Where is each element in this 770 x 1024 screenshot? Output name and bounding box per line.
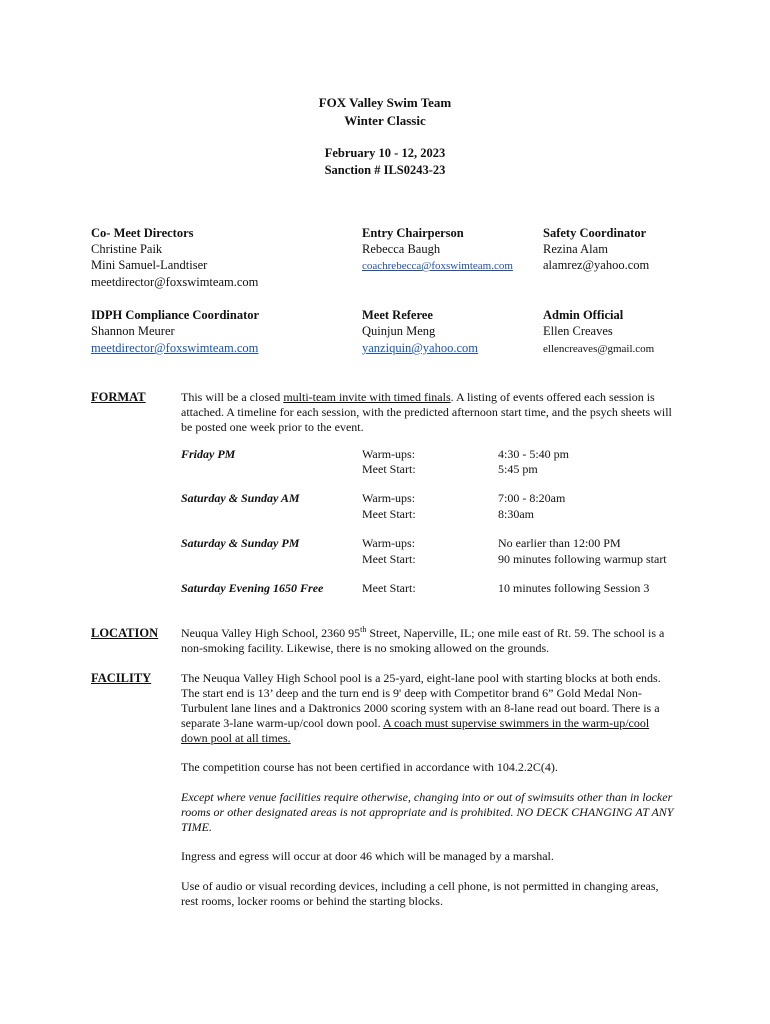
safety-coordinator-heading: Safety Coordinator <box>543 226 647 240</box>
session-value: 90 minutes following warmup start <box>498 552 667 566</box>
meet-directors-heading: Co- Meet Directors <box>91 226 194 240</box>
idph-email-link[interactable]: meetdirector@foxswimteam.com <box>91 341 259 355</box>
safety-coordinator-email: alamrez@yahoo.com <box>543 258 650 272</box>
session-label: Warm-ups: <box>362 491 416 505</box>
session-label: Warm-ups: <box>362 447 416 461</box>
location-text-end: Street, Naperville, IL; one mile east of Rt. 59. The school is a non-smoking facility. Likewise, there is no smoking allowed on the grounds. <box>181 626 665 655</box>
facility-paragraph-4: Ingress and egress will occur at door 46 which will be managed by a marshal. <box>181 849 554 863</box>
meet-referee-email-link[interactable]: yanziquin@yahoo.com <box>362 341 478 355</box>
meet-subtitle: Winter Classic <box>344 113 426 128</box>
facility-heading: FACILITY <box>91 671 152 685</box>
session-value: 7:00 - 8:20am <box>498 491 566 505</box>
format-text-start: This will be a closed <box>181 390 284 404</box>
facility-text: The Neuqua Valley High School pool is a 25-yard, eight-lane pool with starting blocks at both ends. The start end is 13’ deep and the turn end is 9' deep with Competitor brand 6” Gold Medal Non-Turbulent lane lines and a Daktronics 2000 scoring system with an 8-lane read out board. There is a separate 3-lane warm-up/cool down pool. <box>181 671 661 730</box>
sanction-number: Sanction # ILS0243-23 <box>324 163 446 177</box>
session-value: 4:30 - 5:40 pm <box>498 447 569 461</box>
admin-official-name: Ellen Creaves <box>543 324 613 338</box>
format-text-underlined: multi-team invite with timed finals <box>283 390 451 404</box>
admin-official-email: ellencreaves@gmail.com <box>543 343 655 355</box>
location-superscript: th <box>360 625 367 634</box>
session-label: Meet Start: <box>362 552 416 566</box>
entry-chair-heading: Entry Chairperson <box>362 226 464 240</box>
format-paragraph <box>181 390 676 435</box>
session-value: 8:30am <box>498 507 534 521</box>
meet-referee-name: Quinjun Meng <box>362 324 436 338</box>
session-name: Saturday & Sunday PM <box>181 536 300 550</box>
session-value: No earlier than 12:00 PM <box>498 536 621 550</box>
meet-title: FOX Valley Swim Team <box>318 95 452 110</box>
admin-official-heading: Admin Official <box>543 308 624 322</box>
facility-supervision-note: A coach must supervise swimmers in the warm-up/cool down pool at all times. <box>181 716 650 745</box>
facility-paragraph-5: Use of audio or visual recording devices, including a cell phone, is not permitted in changing areas, rest rooms, locker rooms or behind the starting blocks. <box>181 879 659 908</box>
idph-heading: IDPH Compliance Coordinator <box>91 308 260 322</box>
facility-paragraph-1 <box>181 671 676 746</box>
session-label: Meet Start: <box>362 462 416 476</box>
facility-paragraph-2: The competition course has not been certified in accordance with 104.2.2C(4). <box>181 760 558 774</box>
meet-referee-heading: Meet Referee <box>362 308 433 322</box>
format-heading: FORMAT <box>91 390 146 404</box>
session-label: Meet Start: <box>362 507 416 521</box>
meet-dates: February 10 - 12, 2023 <box>324 146 446 160</box>
safety-coordinator-name: Rezina Alam <box>543 242 608 256</box>
location-heading: LOCATION <box>91 626 159 640</box>
location-text-start: Neuqua Valley High School, 2360 95 <box>181 626 361 640</box>
location-paragraph <box>181 626 676 656</box>
session-label: Meet Start: <box>362 581 416 595</box>
meet-director-name-2: Mini Samuel-Landtiser <box>91 258 208 272</box>
meet-director-name-1: Christine Paik <box>91 242 163 256</box>
session-name: Friday PM <box>181 447 236 461</box>
session-value: 5:45 pm <box>498 462 538 476</box>
session-name: Saturday Evening 1650 Free <box>181 581 324 595</box>
facility-paragraph-3: Except where venue facilities require otherwise, changing into or out of swimsuits other than in locker rooms or other designated areas is not appropriate and is prohibited. NO DECK CHANGING AT ANY TIME. <box>181 790 674 834</box>
session-label: Warm-ups: <box>362 536 416 550</box>
entry-chair-name: Rebecca Baugh <box>362 242 441 256</box>
session-value: 10 minutes following Session 3 <box>498 581 650 595</box>
meet-director-email: meetdirector@foxswimteam.com <box>91 275 259 289</box>
session-name: Saturday & Sunday AM <box>181 491 300 505</box>
entry-chair-email-link[interactable]: coachrebecca@foxswimteam.com <box>362 260 513 272</box>
idph-name: Shannon Meurer <box>91 324 175 338</box>
format-text-end: . A listing of events offered each session is attached. A timeline for each session, with the predicted afternoon start time, and the psych sheets will be posted one week prior to the event. <box>181 390 672 434</box>
